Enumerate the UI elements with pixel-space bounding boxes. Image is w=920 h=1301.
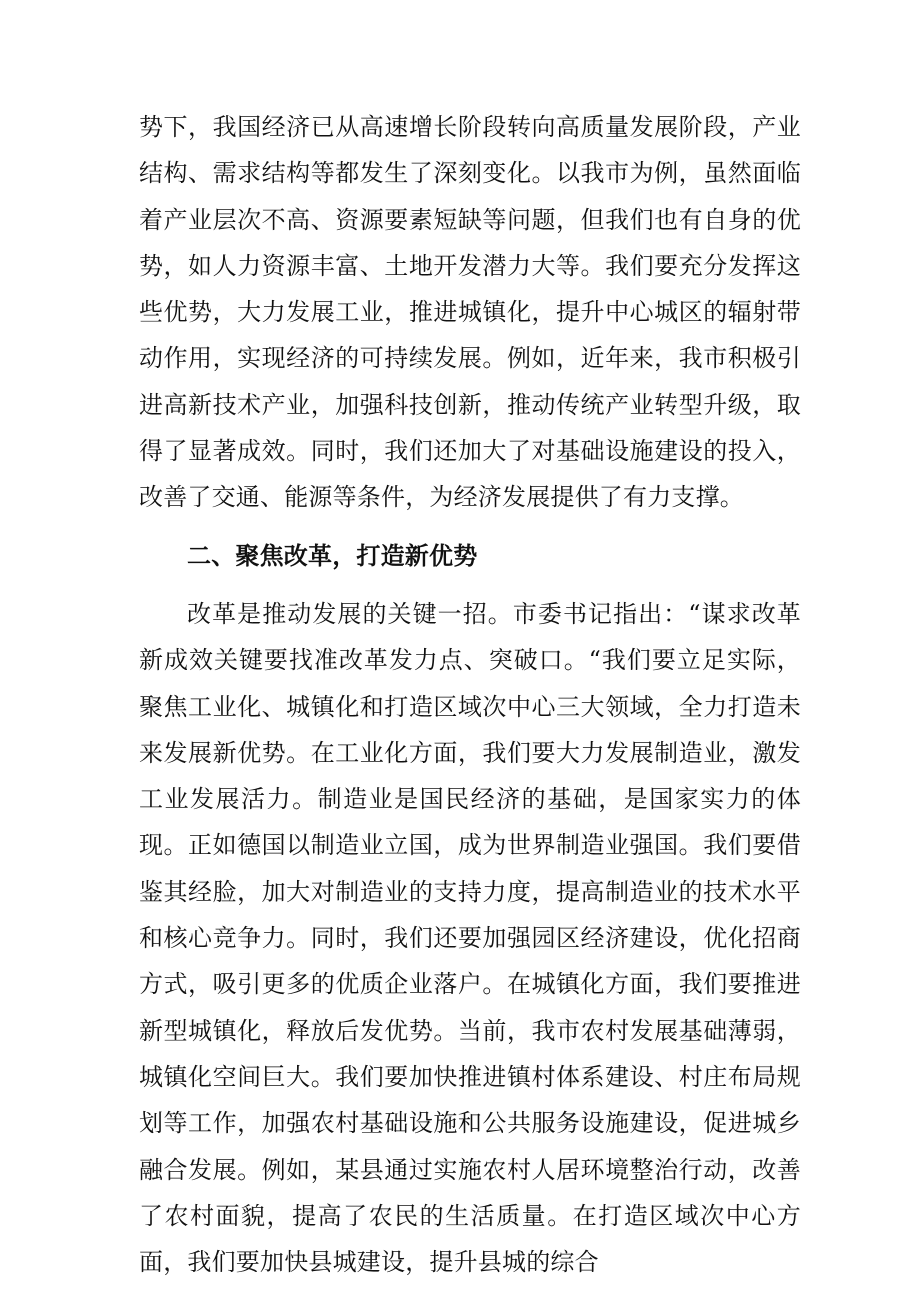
body-paragraph-continued: 势下，我国经济已从高速增长阶段转向高质量发展阶段，产业结构、需求结构等都发生了深刻变化。以我市为例，虽然面临着产业层次不高、资源要素短缺等问题，但我们也有自身的优势，如人力资源丰富、土地开发潜力大等。我们要充分发挥这些优势，大力发展工业，推进城镇化，提升中心城区的辐射带动作用，实现经济的可持续发展。例如，近年来，我市积极引进高新技术产业，加强科技创新，推动传统产业转型升级，取得了显著成效。同时，我们还加大了对基础设施建设的投入，改善了交通、能源等条件，为经济发展提供了有力支撑。: [139, 113, 801, 512]
body-paragraph: 改革是推动发展的关键一招。市委书记指出：“谋求改革新成效关键要找准改革发力点、突破口。“我们要立足实际，聚焦工业化、城镇化和打造区域次中心三大领域，全力打造未来发展新优势。在工业化方面，我们要大力发展制造业，激发工业发展活力。制造业是国民经济的基础，是国家实力的体现。正如德国以制造业立国，成为世界制造业强国。我们要借鉴其经脸，加大对制造业的支持力度，提高制造业的技术水平和核心竞争力。同时，我们还要加强园区经济建设，优化招商方式，吸引更多的优质企业落户。在城镇化方面，我们要推进新型城镇化，释放后发优势。当前，我市农村发展基础薄弱，城镇化空间巨大。我们要加快推进镇村体系建设、村庄布局规划等工作，加强农村基础设施和公共服务设施建设，促进城乡融合发展。例如，某县通过实施农村人居环境整治行动，改善了农村面貌，提高了农民的生活质量。在打造区域次中心方面，我们要加快县城建设，提升县城的综合: [139, 599, 801, 1277]
document-body: [139, 104, 801, 1285]
section-heading: 二、聚焦改革，打造新优势: [187, 540, 478, 570]
